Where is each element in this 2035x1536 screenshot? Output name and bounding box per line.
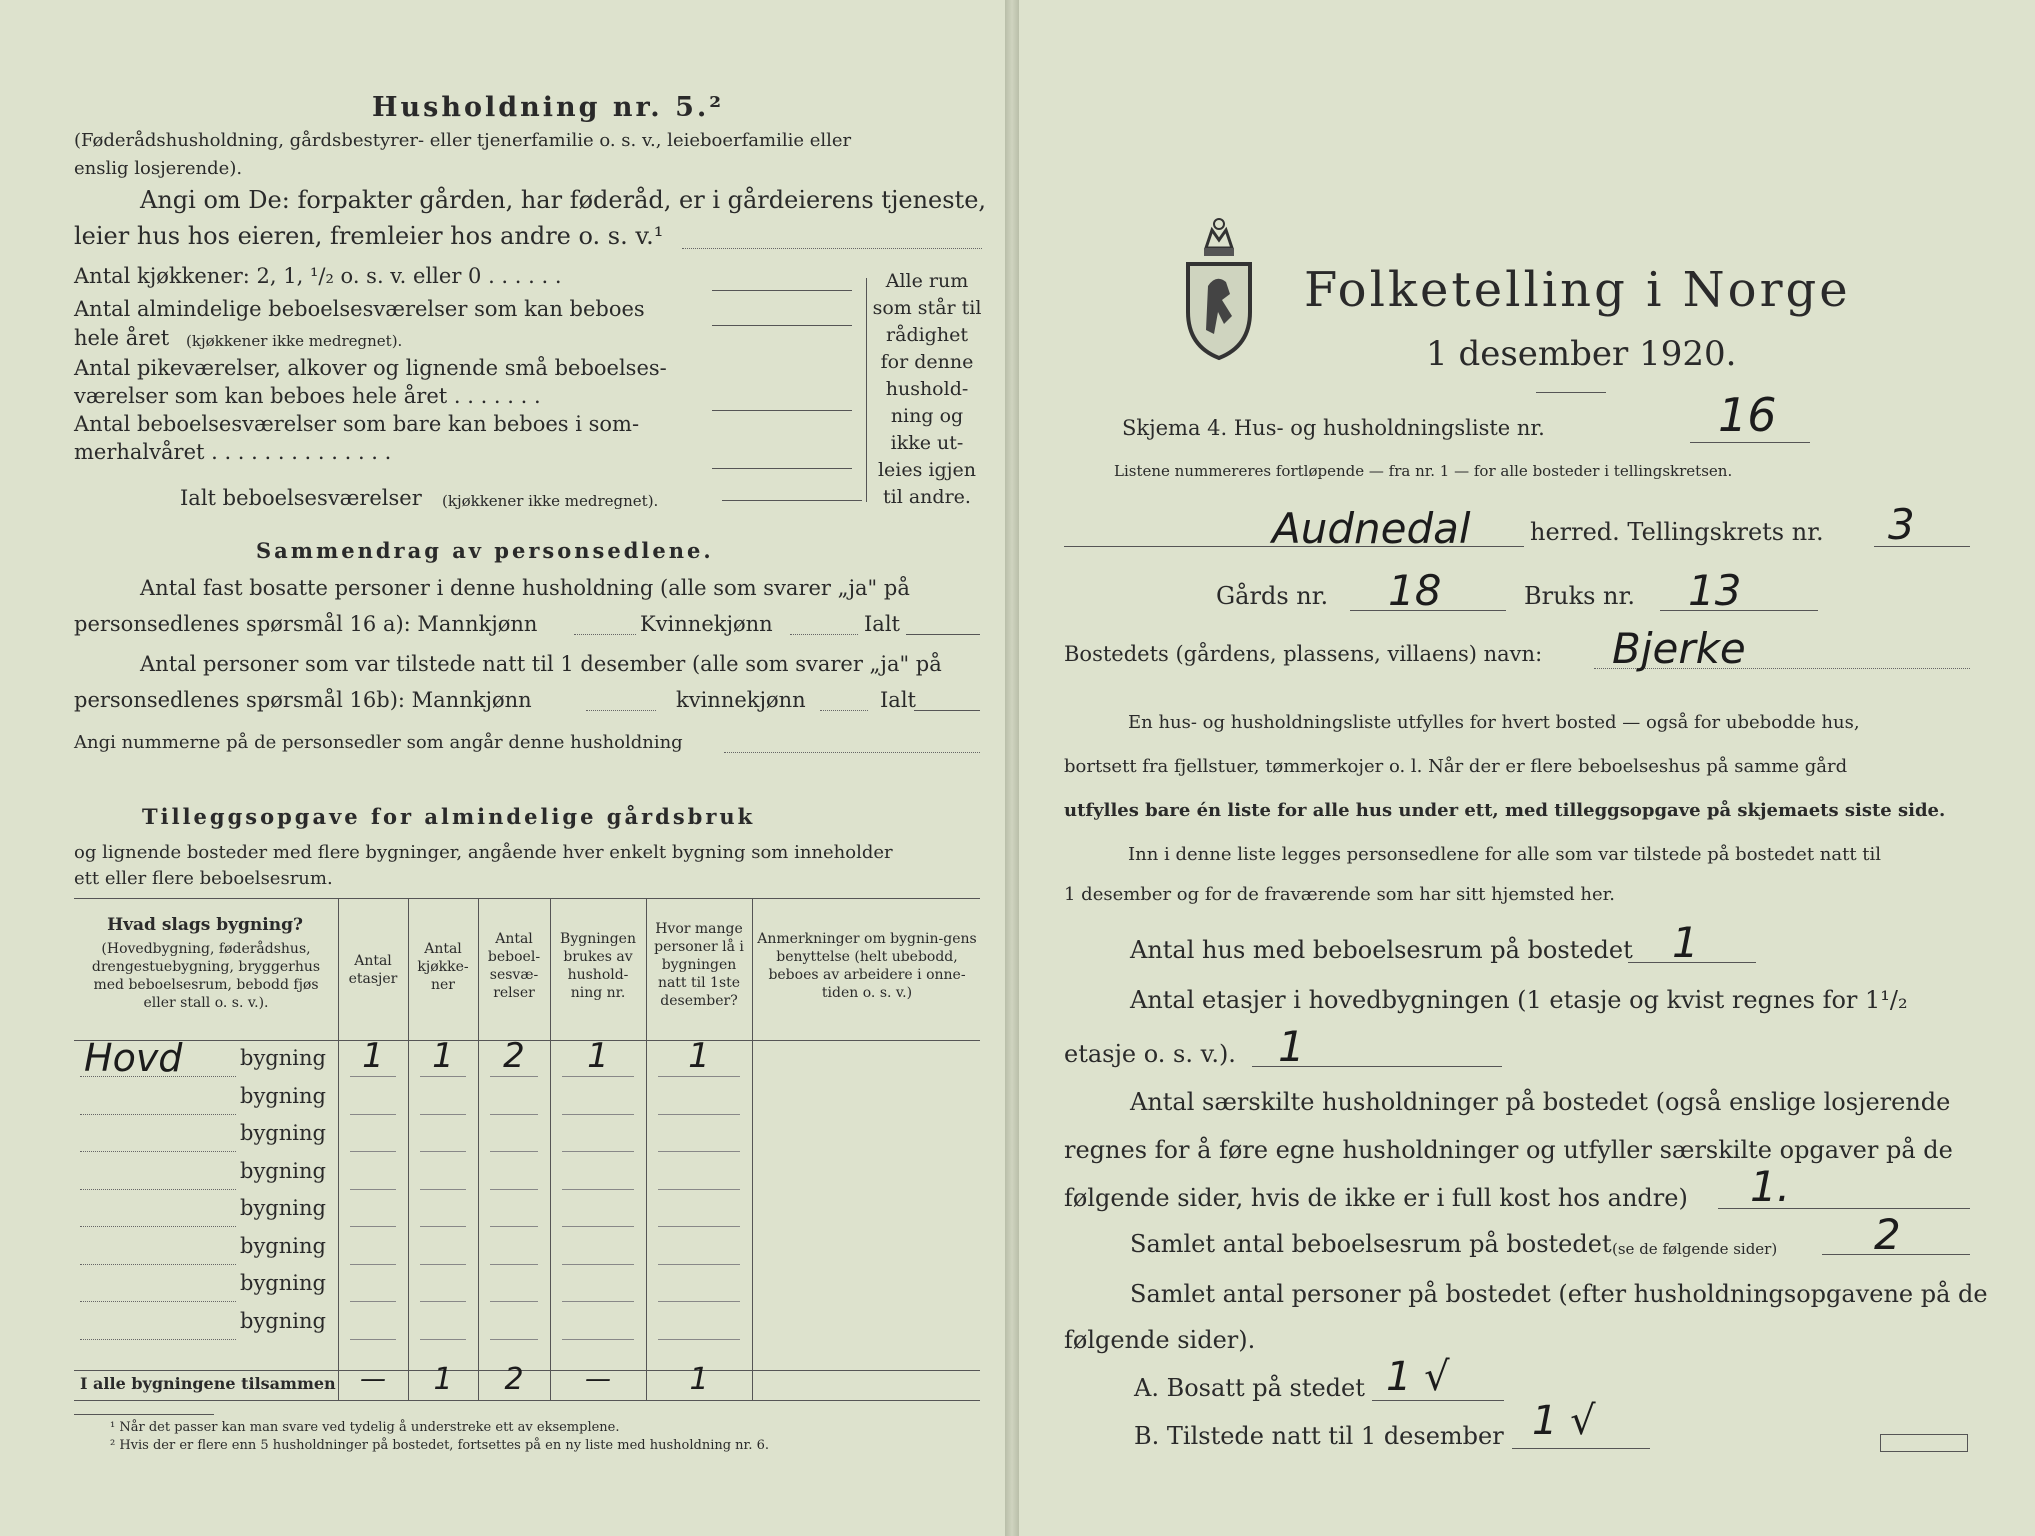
form-date: 1 desember 1920. xyxy=(1426,334,1737,374)
building-name: Hovd xyxy=(84,1036,183,1080)
instr-2: bortsett fra fjellstuer, tømmerkojer o. l. Når der er flere beboelseshus på samme gård xyxy=(1064,756,1848,777)
table-col-line xyxy=(752,898,753,1400)
side-note xyxy=(872,268,982,511)
skjema-fill xyxy=(1690,442,1810,443)
cell-fill-line xyxy=(420,1151,466,1152)
cell-fill-line xyxy=(490,1076,538,1077)
table-col-line xyxy=(478,898,479,1400)
building-row-label: bygning xyxy=(240,1158,326,1183)
q3-line-3: følgende sider, hvis de ikke er i full kost hos andre) xyxy=(1064,1184,1688,1212)
cell-fill-line xyxy=(658,1151,740,1152)
side-note-line: for denne xyxy=(880,351,974,373)
printer-stamp xyxy=(1880,1434,1968,1452)
gards-value: 18 xyxy=(1388,566,1442,615)
cell-fill-line xyxy=(350,1114,396,1115)
skjema-label: Skjema 4. Hus- og husholdningsliste nr. xyxy=(1122,416,1545,440)
herred-value: Audnedal xyxy=(1272,504,1471,553)
table-col-line xyxy=(338,898,339,1400)
summary-fill-6 xyxy=(914,710,980,711)
instr-4: Inn i denne liste legges personsedlene for alle som var tilstede på bostedet natt til xyxy=(1128,844,1882,865)
th-building-type: Hvad slags bygning? xyxy=(107,915,303,935)
cell-fill-line xyxy=(350,1301,396,1302)
side-note-line: ning og xyxy=(890,405,964,427)
cell-fill-line xyxy=(490,1114,538,1115)
building-row-label: bygning xyxy=(240,1046,326,1070)
building-row-label: bygning xyxy=(240,1083,326,1108)
cell-fill-line xyxy=(420,1114,466,1115)
rooms-fill-3 xyxy=(712,410,852,411)
summary-line-4: personsedlenes spørsmål 16b): Mannkjønn xyxy=(74,688,532,712)
building-name-fill xyxy=(80,1264,236,1265)
side-bracket xyxy=(866,278,867,502)
gards-label: Gårds nr. xyxy=(1216,582,1329,610)
side-note-line: som står til xyxy=(872,297,982,319)
cell-fill-line xyxy=(562,1076,634,1077)
th-anmerkninger: Anmerkninger om bygnin-gens benyttelse (helt ubebodd, beboes av arbeidere i onne-tiden o. s. v.) xyxy=(757,931,977,1001)
side-note-line: leies igjen xyxy=(877,459,977,481)
qa-value: 1 √ xyxy=(1386,1354,1450,1400)
angi-line-2: leier hus hos eieren, fremleier hos andre o. s. v.¹ xyxy=(74,222,664,250)
building-name-fill xyxy=(80,1151,236,1152)
building-row-label: bygning xyxy=(240,1308,326,1333)
total-rom: 2 xyxy=(504,1362,524,1397)
bruks-label: Bruks nr. xyxy=(1524,582,1635,610)
th-personer: Hvor mange personer lå i bygningen natt til 1ste desember? xyxy=(654,921,744,1009)
qb-fill xyxy=(1512,1448,1650,1449)
cell-pers: 1 xyxy=(688,1036,710,1076)
cell-fill-line xyxy=(350,1264,396,1265)
building-row-label: bygning xyxy=(240,1271,326,1295)
extra-title: Tilleggsopgave for almindelige gårdsbruk xyxy=(142,804,756,829)
cell-fill-line xyxy=(562,1189,634,1190)
cell-fill-line xyxy=(420,1301,466,1302)
total-etasjer: — xyxy=(360,1364,386,1394)
instr-3: utfylles bare én liste for alle hus under ett, med tilleggsopgave på skjemaets siste side. xyxy=(1064,800,1946,821)
q4-small: (se de følgende sider) xyxy=(1612,1240,1778,1258)
summary-kvinne-2: kvinnekjønn xyxy=(676,688,806,712)
extra-line-1: og lignende bosteder med flere bygninger, angående hver enkelt bygning som inneholder xyxy=(74,842,893,863)
cell-fill-line xyxy=(420,1264,466,1265)
rooms-fill-1 xyxy=(712,290,852,291)
q4-label: Samlet antal beboelsesrum på bostedet xyxy=(1130,1230,1612,1258)
cell-fill-line xyxy=(658,1114,740,1115)
side-note-line: rådighet xyxy=(886,324,968,346)
total-kjokken: 1 xyxy=(433,1362,453,1397)
cell-fill-line xyxy=(490,1339,538,1340)
cell-fill-line xyxy=(562,1114,634,1115)
rooms-kitchens: Antal kjøkkener: 2, 1, ¹/₂ o. s. v. eller 0 . . . . . . xyxy=(74,264,562,288)
building-name-fill xyxy=(80,1189,236,1190)
instr-1: En hus- og husholdningsliste utfylles for hvert bosted — også for ubebodde hus, xyxy=(1128,712,1860,733)
q1-value: 1 xyxy=(1672,918,1699,967)
cell-fill-line xyxy=(562,1301,634,1302)
rooms-fill-4 xyxy=(712,468,852,469)
cell-fill-line xyxy=(658,1301,740,1302)
numbering-note: Listene nummereres fortløpende — fra nr. 1 — for alle bosteder i tellingskretsen. xyxy=(1114,462,1733,480)
cell-fill-line xyxy=(420,1189,466,1190)
building-name-fill xyxy=(80,1076,236,1077)
rooms-small-year: værelser som kan beboes hele året . . . . . . . xyxy=(74,384,541,408)
q5-line-1: Samlet antal personer på bostedet (efter husholdningsopgavene på de xyxy=(1130,1280,1988,1308)
instr-5: 1 desember og for de fraværende som har sitt hjemsted her. xyxy=(1064,884,1615,905)
cell-fill-line xyxy=(490,1226,538,1227)
q2-line-2: etasje o. s. v.). xyxy=(1064,1040,1236,1068)
footnote-rule xyxy=(74,1414,214,1415)
angi-line-1: Angi om De: forpakter gården, har føderåd, er i gårdeierens tjeneste, xyxy=(140,186,987,214)
qa-fill xyxy=(1372,1400,1504,1401)
cell-fill-line xyxy=(350,1189,396,1190)
q5-line-2: følgende sider). xyxy=(1064,1326,1256,1354)
total-personer: 1 xyxy=(689,1362,709,1397)
q3-line-1: Antal særskilte husholdninger på bostedet (også enslige losjerende xyxy=(1130,1088,1951,1116)
rooms-ordinary-year: hele året xyxy=(74,326,170,350)
rooms-fill-5 xyxy=(722,500,862,501)
building-name-fill xyxy=(80,1226,236,1227)
rooms-summer-2: merhalvåret . . . . . . . . . . . . . . xyxy=(74,440,392,464)
side-note-line: ikke ut- xyxy=(890,432,964,454)
th-building-type-desc: (Hovedbygning, føderådshus, drengestuebygning, bryggerhus med beboelsesrum, bebodd fjøs eller stall o. s. v.). xyxy=(91,941,321,1011)
cell-fill-line xyxy=(658,1189,740,1190)
footnote-1: ¹ Når det passer kan man svare ved tydelig å understreke ett av eksemplene. xyxy=(110,1420,620,1435)
summary-fill-2 xyxy=(790,634,858,635)
building-row-label: bygning xyxy=(240,1233,326,1258)
summary-title: Sammendrag av personsedlene. xyxy=(256,538,714,563)
cell-hush: 1 xyxy=(587,1036,609,1076)
cell-fill-line xyxy=(658,1076,740,1077)
cell-fill-line xyxy=(562,1151,634,1152)
norway-coat-of-arms xyxy=(1178,212,1260,362)
cell-rom: 2 xyxy=(503,1036,525,1076)
rooms-total: Ialt beboelsesværelser xyxy=(180,486,422,510)
cell-fill-line xyxy=(490,1151,538,1152)
skjema-number: 16 xyxy=(1718,388,1777,442)
cell-fill-line xyxy=(420,1339,466,1340)
cell-fill-line xyxy=(490,1301,538,1302)
cell-fill-line xyxy=(350,1151,396,1152)
qb-value: 1 √ xyxy=(1532,1398,1596,1444)
q3-line-2: regnes for å føre egne husholdninger og utfyller særskilte opgaver på de xyxy=(1064,1136,1953,1164)
bosted-value: Bjerke xyxy=(1612,624,1746,673)
rooms-total-note: (kjøkkener ikke medregnet). xyxy=(442,492,659,510)
cell-fill-line xyxy=(420,1226,466,1227)
cell-fill-line xyxy=(420,1076,466,1077)
table-top-rule xyxy=(74,898,980,899)
cell-fill-line xyxy=(562,1226,634,1227)
form-title: Folketelling i Norge xyxy=(1304,262,1851,318)
table-bottom-rule xyxy=(74,1400,980,1401)
coat-of-arms-icon xyxy=(1178,212,1260,362)
q3-value: 1. xyxy=(1750,1162,1791,1211)
summary-line-2: personsedlenes spørsmål 16 a): Mannkjønn xyxy=(74,612,538,636)
krets-value: 3 xyxy=(1888,500,1915,549)
cell-fill-line xyxy=(658,1264,740,1265)
summary-fill-3 xyxy=(906,634,980,635)
q2-line-1: Antal etasjer i hovedbygningen (1 etasje og kvist regnes for 1¹/₂ xyxy=(1130,986,1908,1014)
rooms-ordinary-note: (kjøkkener ikke medregnet). xyxy=(186,332,403,350)
cell-fill-line xyxy=(350,1076,396,1077)
cell-kjokken: 1 xyxy=(432,1036,454,1076)
cell-fill-line xyxy=(562,1264,634,1265)
cell-fill-line xyxy=(490,1189,538,1190)
building-name-fill xyxy=(80,1339,236,1340)
building-row-label: bygning xyxy=(240,1196,326,1220)
qa-label: A. Bosatt på stedet xyxy=(1134,1374,1365,1402)
footnote-2: ² Hvis der er flere enn 5 husholdninger på bostedet, fortsettes på en ny liste med husholdning nr. 6. xyxy=(110,1438,770,1453)
cell-fill-line xyxy=(562,1339,634,1340)
extra-line-2: ett eller flere beboelsesrum. xyxy=(74,868,333,889)
household-heading: Husholdning nr. 5.² xyxy=(372,92,725,123)
rooms-small: Antal pikeværelser, alkover og lignende små beboelses- xyxy=(74,356,667,380)
summary-fill-5 xyxy=(820,710,868,711)
building-row-label: bygning xyxy=(240,1121,326,1145)
summary-ialt-2: Ialt xyxy=(880,688,916,712)
side-note-line: til andre. xyxy=(883,486,971,508)
side-note-line: hushold- xyxy=(885,378,969,400)
th-kjokken: Antal kjøkke-ner xyxy=(417,941,469,993)
table-col-line xyxy=(646,898,647,1400)
building-name-fill xyxy=(80,1114,236,1115)
q1-label: Antal hus med beboelsesrum på bostedet xyxy=(1130,936,1633,964)
total-label: I alle bygningene tilsammen xyxy=(80,1374,336,1393)
summary-line-3: Antal personer som var tilstede natt til 1 desember (alle som svarer „ja" på xyxy=(140,652,942,676)
summary-fill-7 xyxy=(724,752,980,753)
date-rule xyxy=(1536,392,1606,393)
q4-value: 2 xyxy=(1874,1210,1901,1259)
summary-fill-4 xyxy=(586,710,656,711)
cell-fill-line xyxy=(490,1264,538,1265)
summary-kvinne-1: Kvinnekjønn xyxy=(640,612,773,636)
building-name-fill xyxy=(80,1301,236,1302)
cell-fill-line xyxy=(658,1226,740,1227)
cell-fill-line xyxy=(350,1226,396,1227)
summary-ialt-1: Ialt xyxy=(864,612,900,636)
rooms-summer: Antal beboelsesværelser som bare kan beboes i som- xyxy=(74,412,640,436)
summary-line-1: Antal fast bosatte personer i denne husholdning (alle som svarer „ja" på xyxy=(140,576,910,600)
intro-line-2: enslig losjerende). xyxy=(74,158,243,179)
book-spine xyxy=(1005,0,1019,1536)
th-husholdning: Bygningen brukes av hushold-ning nr. xyxy=(560,931,636,1001)
th-etasjer: Antal etasjer xyxy=(348,953,398,987)
intro-line-1: (Føderådshusholdning, gårdsbestyrer- eller tjenerfamilie o. s. v., leieboerfamilie eller xyxy=(74,130,852,151)
summary-fill-1 xyxy=(574,634,636,635)
table-col-line xyxy=(550,898,551,1400)
bosted-label: Bostedets (gårdens, plassens, villaens) navn: xyxy=(1064,642,1543,666)
rooms-fill-2 xyxy=(712,325,852,326)
rooms-ordinary: Antal almindelige beboelsesværelser som kan beboes xyxy=(74,297,645,321)
angi-fill-line xyxy=(682,248,982,249)
table-col-line xyxy=(408,898,409,1400)
side-note-line: Alle rum xyxy=(885,270,969,292)
q2-value: 1 xyxy=(1278,1022,1305,1071)
qb-label: B. Tilstede natt til 1 desember xyxy=(1134,1422,1504,1450)
cell-etasjer: 1 xyxy=(362,1036,384,1076)
summary-numbers: Angi nummerne på de personsedler som angår denne husholdning xyxy=(74,732,683,753)
th-rom: Antal beboel-sesvæ-relser xyxy=(487,931,541,1001)
total-husholdning: — xyxy=(585,1364,611,1394)
cell-fill-line xyxy=(350,1339,396,1340)
herred-label: herred. Tellingskrets nr. xyxy=(1530,518,1824,546)
cell-fill-line xyxy=(658,1339,740,1340)
bruks-value: 13 xyxy=(1688,566,1742,615)
